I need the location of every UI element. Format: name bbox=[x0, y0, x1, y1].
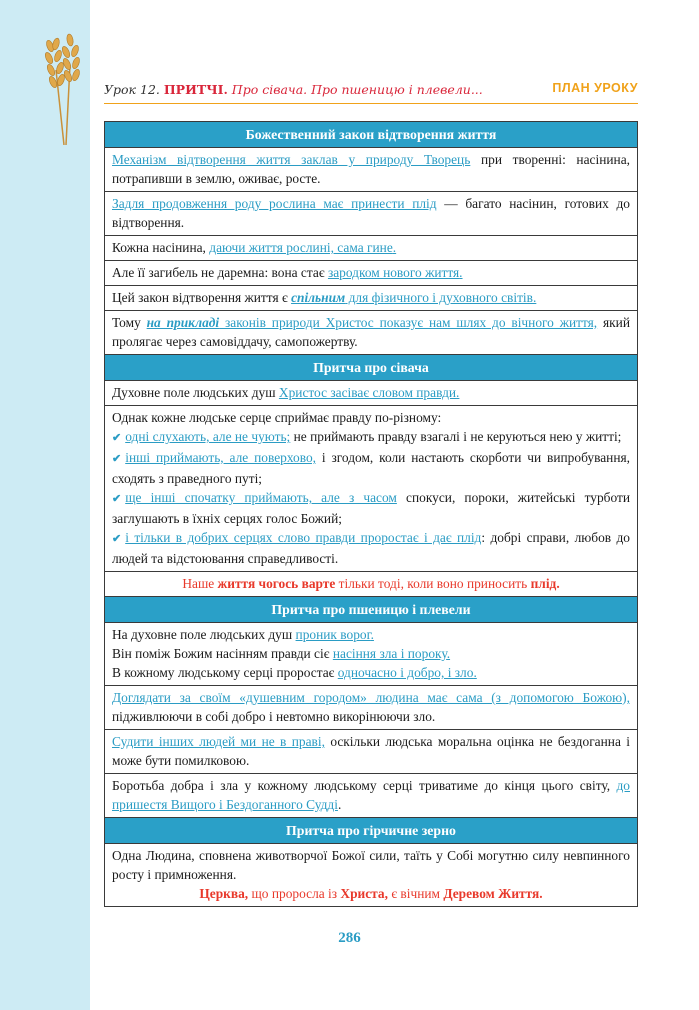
row-text: спокуси, пороки, житейські турботи заглушають в їхніх серцях голос Божий; bbox=[112, 490, 630, 526]
row-text: Одна Людина, сповнена животворчої Божої сили, таїть у Собі могутню силу невпинного росту і примноження. bbox=[112, 848, 630, 882]
row-text: Однак кожне людське серце сприймає правду по-різному: bbox=[112, 410, 442, 425]
row-text: тільки тоді, коли воно приносить bbox=[335, 576, 531, 591]
row-text: оскільки людська моральна оцінка не бездоганна і може бути помилковою. bbox=[112, 734, 630, 768]
table-row bbox=[105, 236, 638, 261]
page-number: 286 bbox=[338, 930, 361, 946]
link[interactable]: даючи життя рослині, сама гине bbox=[209, 240, 393, 255]
row-text: підживлюючи в собі добро і невтомно викорінюючи зло. bbox=[112, 709, 436, 724]
section-title: Притча про пшеницю і плевели bbox=[105, 597, 638, 623]
check-icon: ✔ bbox=[112, 432, 122, 444]
section-title: Божественний закон відтворення життя bbox=[105, 122, 638, 148]
table-row bbox=[105, 623, 638, 686]
row-text: Духовне поле людських душ bbox=[112, 385, 279, 400]
lesson-title bbox=[104, 82, 483, 97]
topic-rest: Про сівача. Про пшеницю і плевели... bbox=[231, 82, 483, 97]
link[interactable]: насіння зла і пороку bbox=[332, 646, 447, 661]
row-text: Але її загибель не даремна: вона стає bbox=[112, 265, 328, 280]
row-text: Боротьба добра і зла у кожному людському серці триватиме до кінця цього світу, bbox=[112, 778, 617, 793]
table-row bbox=[105, 406, 638, 572]
link[interactable]: одночасно і добро, і зло bbox=[337, 665, 474, 680]
table-row bbox=[105, 286, 638, 311]
row-text: який пролягає через самовіддачу, самопожертву. bbox=[112, 315, 630, 349]
row-text: є вічним bbox=[387, 886, 444, 901]
list-item bbox=[112, 488, 630, 528]
check-icon: ✔ bbox=[112, 533, 122, 545]
emphasis: Христа, bbox=[340, 886, 388, 901]
link[interactable]: для фізичного і духовного світів bbox=[345, 290, 533, 305]
table-row bbox=[105, 572, 638, 597]
check-icon: ✔ bbox=[112, 453, 122, 465]
row-text: В кожному людському серці проростає bbox=[112, 665, 338, 680]
table-row bbox=[105, 148, 638, 192]
list-item bbox=[112, 448, 630, 488]
row-text: Кожна насінина, bbox=[112, 240, 210, 255]
check-icon: ✔ bbox=[112, 493, 122, 505]
section-title: Притча про гірчичне зерно bbox=[105, 818, 638, 844]
section-title: Притча про сівача bbox=[105, 355, 638, 381]
emphasis: життя чогось варте bbox=[217, 576, 336, 591]
row-text: . bbox=[337, 797, 342, 812]
link[interactable]: проник ворог bbox=[295, 627, 371, 642]
row-text: . bbox=[446, 646, 451, 661]
emphasis: плід. bbox=[530, 576, 560, 591]
table-row bbox=[105, 381, 638, 406]
row-text: . bbox=[370, 627, 374, 642]
link[interactable]: законів природи Христос показує нам шлях до вічного життя, bbox=[219, 315, 598, 330]
row-text: Він поміж Божим насінням правди сіє bbox=[112, 646, 333, 661]
table-row bbox=[105, 686, 638, 730]
link[interactable]: Задля продовження роду рослина має принести плід bbox=[112, 196, 437, 211]
table-row bbox=[105, 774, 638, 818]
row-text: Наше bbox=[182, 576, 218, 591]
link[interactable]: інші приймають, але поверхово, bbox=[125, 450, 316, 465]
link[interactable]: Христос засіває словом правди bbox=[278, 385, 457, 400]
row-text: що проросла із bbox=[248, 886, 341, 901]
row-text: Тому bbox=[112, 315, 147, 330]
table-row bbox=[105, 844, 638, 907]
link[interactable]: одні слухають, але не чують; bbox=[125, 429, 291, 444]
table-row bbox=[105, 730, 638, 774]
lesson-number: Урок 12. bbox=[104, 82, 160, 97]
emphasis: Церква, bbox=[199, 886, 249, 901]
row-text: . bbox=[473, 665, 477, 680]
link[interactable]: ще інші спочатку приймають, але з часом bbox=[125, 490, 397, 505]
row-text: не приймають правду взагалі і не керуються нею у житті; bbox=[290, 429, 622, 444]
row-text: при творенні: насінина, потрапивши в землю, оживає, росте. bbox=[112, 152, 630, 186]
plan-label: ПЛАН УРОКУ bbox=[552, 81, 638, 95]
wheat-icon bbox=[30, 30, 86, 145]
table-row bbox=[105, 261, 638, 286]
row-text: На духовне поле людських душ bbox=[112, 627, 296, 642]
row-text: . bbox=[456, 385, 460, 400]
link[interactable]: Механізм відтворення життя заклав у природу Творець bbox=[112, 152, 471, 167]
row-text: . bbox=[392, 240, 397, 255]
link[interactable]: на прикладі bbox=[146, 315, 220, 330]
link[interactable]: до пришестя Вищого і Бездоганного Судді bbox=[112, 778, 630, 812]
row-text: . bbox=[532, 290, 537, 305]
link[interactable]: спільним bbox=[291, 290, 346, 305]
row-text: : добрі справи, любов до людей та відстоювання справедливості. bbox=[112, 530, 630, 566]
page-header bbox=[104, 80, 638, 102]
link[interactable]: Доглядати за своїм «душевним городом» людина має сама (з допомогою Божою), bbox=[112, 690, 630, 705]
link[interactable]: Судити інших людей ми не в праві, bbox=[112, 734, 325, 749]
list-item bbox=[112, 427, 630, 448]
table-row bbox=[105, 192, 638, 236]
link[interactable]: зародком нового життя bbox=[327, 265, 460, 280]
table-row bbox=[105, 311, 638, 355]
lesson-plan-table bbox=[104, 121, 638, 907]
row-text: — багато насінин, готових до відтворення. bbox=[112, 196, 630, 230]
row-text: Цей закон відтворення життя є bbox=[112, 290, 292, 305]
header-divider bbox=[104, 103, 638, 104]
list-item bbox=[112, 528, 630, 568]
row-text: і згодом, коли настають скорботи чи випробування, сходять з праведного путі; bbox=[112, 450, 630, 486]
link[interactable]: і тільки в добрих серцях слово правди проростає і дає плід bbox=[125, 530, 482, 545]
row-text: . bbox=[459, 265, 463, 280]
topic-bold: ПРИТЧІ. bbox=[163, 82, 228, 97]
side-strip bbox=[0, 0, 90, 1010]
emphasis: Деревом Життя. bbox=[443, 886, 543, 901]
